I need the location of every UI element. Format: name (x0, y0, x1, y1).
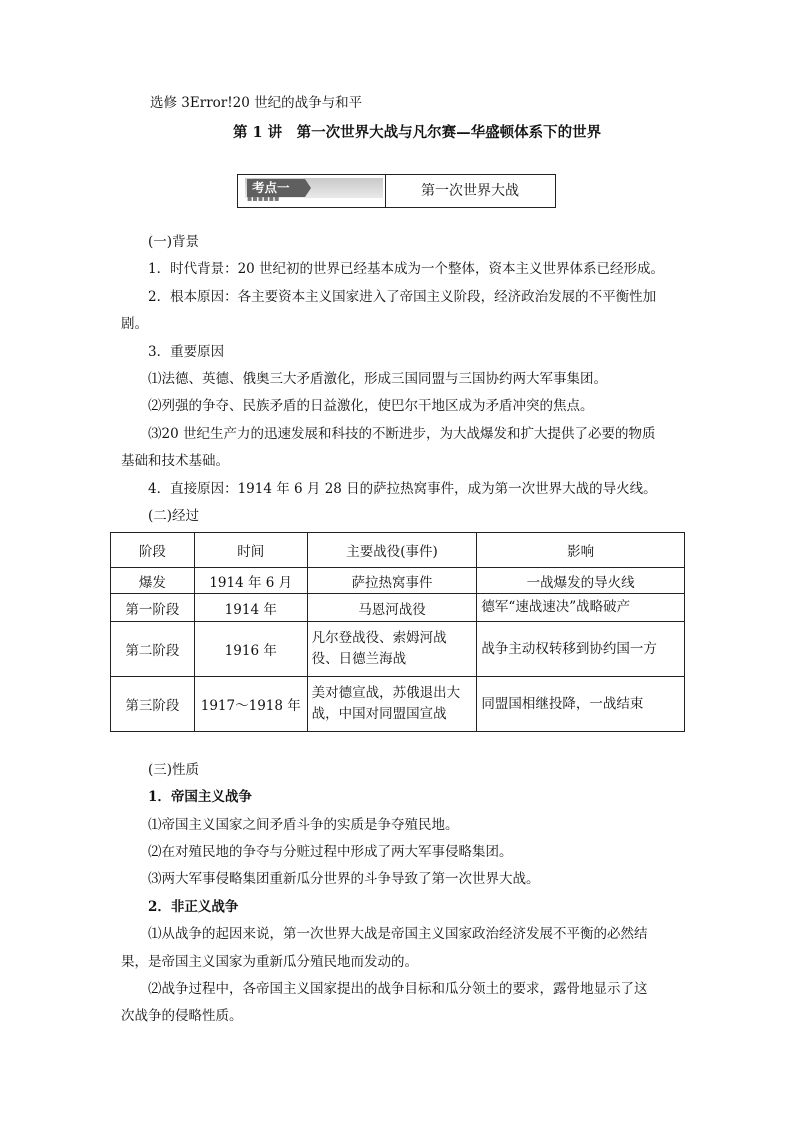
background-item-3-1: ⑴法德、英德、俄奥三大矛盾激化，形成三国同盟与三国协约两大军事集团。 (148, 371, 607, 387)
nature-item-2-1-cont: 果，是帝国主义国家为重新瓜分殖民地而发动的。 (121, 954, 418, 970)
table-row (111, 568, 685, 594)
background-item-3-3: ⑶20 世纪生产力的迅速发展和科技的不断进步，为大战爆发和扩大提供了必要的物质 (148, 426, 656, 442)
topic-tag-label: 考点一 (247, 179, 305, 197)
table-row (111, 622, 685, 677)
table-header-cell: 阶段 (111, 533, 195, 568)
table-cell: 1916 年 (194, 622, 307, 677)
table-cell: 1914 年 6 月 (194, 568, 307, 594)
background-item-4: 4．直接原因：1914 年 6 月 28 日的萨拉热窝事件，成为第一次世界大战的导火线。 (148, 481, 657, 497)
table-header-row (111, 533, 685, 568)
table-header-cell: 影响 (477, 533, 685, 568)
lesson-title: 第 1 讲 第一次世界大战与凡尔赛—华盛顿体系下的世界 (233, 124, 602, 141)
table-cell: 一战爆发的导火线 (477, 568, 685, 594)
background-item-3: 3．重要原因 (148, 344, 225, 360)
table-cell: 爆发 (111, 568, 195, 594)
table-cell: 第三阶段 (111, 677, 195, 732)
table-header-cell: 主要战役(事件) (307, 533, 477, 568)
table-cell: 1914 年 (194, 594, 307, 622)
war-process-table (110, 532, 685, 732)
nature-item-1: 1．帝国主义战争 (148, 789, 252, 805)
background-item-2: 2．根本原因：各主要资本主义国家进入了帝国主义阶段，经济政治发展的不平衡性加 (148, 289, 657, 305)
topic-tag-dots: ▪▪▪▪▪▪ (247, 194, 280, 203)
table-row (111, 677, 685, 732)
nature-item-1-3: ⑶两大军事侵略集团重新瓜分世界的斗争导致了第一次世界大战。 (148, 871, 540, 887)
topic-tag (245, 178, 383, 203)
background-item-1: 1．时代背景：20 世纪初的世界已经基本成为一个整体，资本主义世界体系已经形成。 (148, 261, 665, 277)
background-item-3-2: ⑵列强的争夺、民族矛盾的日益激化，使巴尔干地区成为矛盾冲突的焦点。 (148, 398, 594, 414)
module-title: 选修 3Error!20 世纪的战争与和平 (150, 95, 363, 111)
nature-item-2-1: ⑴从战争的起因来说，第一次世界大战是帝国主义国家政治经济发展不平衡的必然结 (148, 926, 648, 942)
table-header-cell: 时间 (194, 533, 307, 568)
table-cell: 同盟国相继投降，一战结束 (477, 677, 685, 732)
table-cell: 马恩河战役 (307, 594, 477, 622)
table-row (111, 594, 685, 622)
nature-item-1-1: ⑴帝国主义国家之间矛盾斗争的实质是争夺殖民地。 (148, 817, 459, 833)
table-cell: 1917～1918 年 (194, 677, 307, 732)
nature-heading: (三)性质 (148, 762, 200, 778)
nature-item-1-2: ⑵在对殖民地的争夺与分赃过程中形成了两大军事侵略集团。 (148, 844, 513, 860)
topic-title: 第一次世界大战 (421, 183, 519, 199)
background-item-3-3-cont: 基础和技术基础。 (121, 453, 229, 469)
table-cell: 美对德宣战，苏俄退出大战，中国对同盟国宣战 (307, 677, 477, 732)
table-cell: 凡尔登战役、索姆河战役、日德兰海战 (307, 622, 477, 677)
table-cell: 第二阶段 (111, 622, 195, 677)
table-cell: 战争主动权转移到协约国一方 (477, 622, 685, 677)
nature-item-2: 2．非正义战争 (148, 899, 239, 915)
table-cell: 萨拉热窝事件 (307, 568, 477, 594)
topic-header-box (237, 174, 556, 208)
background-heading: (一)背景 (148, 234, 200, 250)
table-cell: 第一阶段 (111, 594, 195, 622)
table-cell: 德军“速战速决”战略破产 (477, 594, 685, 622)
process-heading: (二)经过 (148, 508, 200, 524)
background-item-2-cont: 剧。 (121, 316, 148, 332)
nature-item-2-2: ⑵战争过程中，各帝国主义国家提出的战争目标和瓜分领土的要求，露骨地显示了这 (148, 981, 648, 997)
nature-item-2-2-cont: 次战争的侵略性质。 (121, 1008, 243, 1024)
